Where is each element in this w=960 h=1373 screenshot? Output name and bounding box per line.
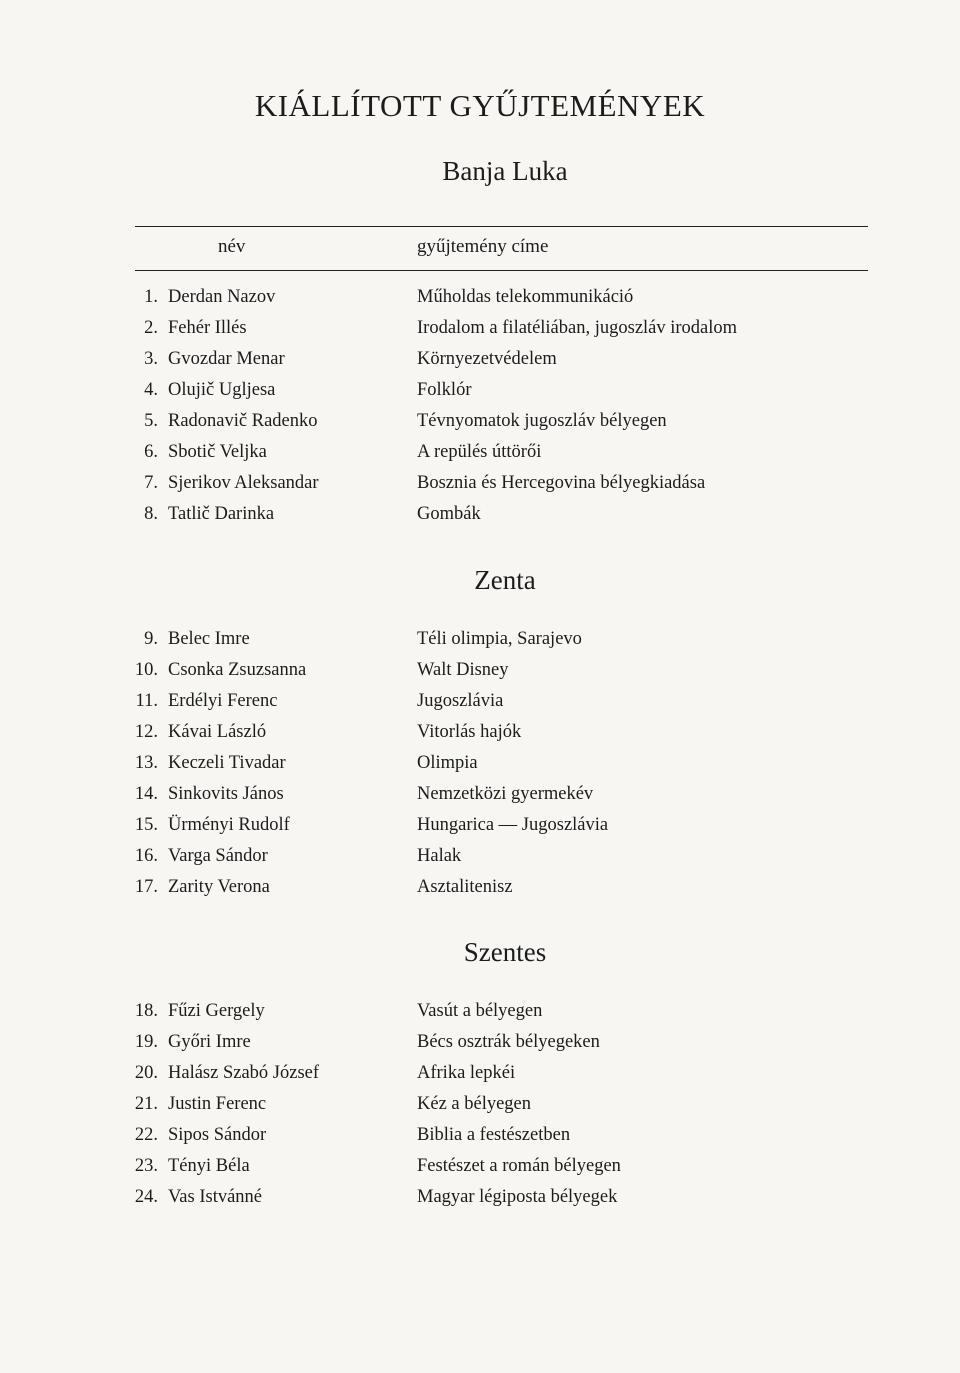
entry-number: 2. — [144, 318, 158, 338]
entry-number: 22. — [134, 1125, 158, 1145]
list-item — [0, 1032, 960, 1060]
entry-name: Erdélyi Ferenc — [168, 691, 278, 711]
entry-name: Kávai László — [168, 722, 267, 742]
entry-number: 5. — [144, 411, 158, 431]
entry-number: 9. — [144, 629, 158, 649]
list-item — [0, 691, 960, 719]
entry-collection-title: Hungarica — Jugoszlávia — [417, 815, 609, 835]
entry-name: Győri Imre — [168, 1032, 251, 1052]
entry-name: Justin Ferenc — [168, 1094, 267, 1114]
entry-number: 16. — [134, 846, 158, 866]
entry-collection-title: Műholdas telekommunikáció — [417, 287, 634, 307]
entry-number: 11. — [135, 691, 158, 711]
entry-name: Zarity Verona — [168, 877, 270, 897]
entry-number: 3. — [144, 349, 158, 369]
entry-number: 20. — [134, 1063, 158, 1083]
entry-number: 18. — [134, 1001, 158, 1021]
entry-name: Tatlič Darinka — [168, 504, 275, 524]
entry-name: Sjerikov Aleksandar — [168, 473, 319, 493]
section-title-banja-luka: Banja Luka — [442, 156, 568, 186]
list-item — [0, 784, 960, 812]
entry-collection-title: Biblia a festészetben — [417, 1125, 571, 1145]
entry-name: Varga Sándor — [168, 846, 268, 866]
list-item — [0, 1063, 960, 1091]
list-item — [0, 504, 960, 532]
list-item — [0, 1001, 960, 1029]
entry-number: 15. — [134, 815, 158, 835]
entry-number: 1. — [144, 287, 158, 307]
entry-collection-title: Magyar légiposta bélyegek — [417, 1187, 618, 1207]
list-item — [0, 1125, 960, 1153]
list-item — [0, 318, 960, 346]
entry-collection-title: Walt Disney — [417, 660, 509, 680]
list-item — [0, 411, 960, 439]
header-top-rule — [135, 226, 868, 227]
list-item — [0, 1094, 960, 1122]
entry-collection-title: Jugoszlávia — [417, 691, 504, 711]
list-item — [0, 815, 960, 843]
entry-number: 24. — [134, 1187, 158, 1207]
section-title-szentes: Szentes — [463, 937, 547, 967]
list-item — [0, 877, 960, 905]
header-bottom-rule — [135, 270, 868, 271]
column-header-title: gyűjtemény címe — [417, 236, 549, 257]
entry-collection-title: Téli olimpia, Sarajevo — [417, 629, 582, 649]
entry-name: Sbotič Veljka — [168, 442, 267, 462]
list-item — [0, 349, 960, 377]
entry-collection-title: Olimpia — [417, 753, 478, 773]
entry-number: 6. — [144, 442, 158, 462]
entry-name: Fűzi Gergely — [168, 1001, 265, 1021]
entry-number: 21. — [134, 1094, 158, 1114]
list-item — [0, 1156, 960, 1184]
entry-collection-title: Kéz a bélyegen — [417, 1094, 532, 1114]
entry-name: Derdan Nazov — [168, 287, 276, 307]
page-title: KIÁLLÍTOTT GYŰJTEMÉNYEK — [254, 88, 706, 123]
entry-collection-title: Vitorlás hajók — [417, 722, 522, 742]
entry-number: 10. — [134, 660, 158, 680]
list-item — [0, 287, 960, 315]
entry-number: 23. — [134, 1156, 158, 1176]
entry-name: Sipos Sándor — [168, 1125, 267, 1145]
list-item — [0, 1187, 960, 1215]
entry-name: Gvozdar Menar — [168, 349, 285, 369]
list-item — [0, 660, 960, 688]
list-item — [0, 753, 960, 781]
entry-collection-title: Tévnyomatok jugoszláv bélyegen — [417, 411, 667, 431]
entry-collection-title: Folklór — [417, 380, 472, 400]
entry-collection-title: Vasút a bélyegen — [417, 1001, 543, 1021]
entry-name: Vas Istvánné — [168, 1187, 263, 1207]
entry-name: Ürményi Rudolf — [168, 815, 290, 835]
entry-name: Radonavič Radenko — [168, 411, 318, 431]
column-header-name: név — [218, 236, 246, 257]
entry-number: 19. — [134, 1032, 158, 1052]
entry-number: 4. — [144, 380, 158, 400]
entry-number: 12. — [134, 722, 158, 742]
entry-number: 14. — [134, 784, 158, 804]
list-item — [0, 380, 960, 408]
list-item — [0, 722, 960, 750]
entry-name: Fehér Illés — [168, 318, 247, 338]
entry-number: 7. — [144, 473, 158, 493]
entry-name: Tényi Béla — [168, 1156, 250, 1176]
entry-name: Olujič Ugljesa — [168, 380, 276, 400]
entry-name: Halász Szabó József — [168, 1063, 320, 1083]
list-item — [0, 846, 960, 874]
entry-name: Sinkovits János — [168, 784, 284, 804]
entry-collection-title: Bosznia és Hercegovina bélyegkiadása — [417, 473, 706, 493]
entry-name: Belec Imre — [168, 629, 250, 649]
entry-collection-title: Halak — [417, 846, 462, 866]
entry-collection-title: Gombák — [417, 504, 481, 524]
entry-collection-title: Afrika lepkéi — [417, 1063, 516, 1083]
entry-collection-title: A repülés úttörői — [417, 442, 542, 462]
entry-number: 8. — [144, 504, 158, 524]
entry-number: 13. — [134, 753, 158, 773]
entry-collection-title: Környezetvédelem — [417, 349, 557, 369]
list-item — [0, 473, 960, 501]
section-title-zenta: Zenta — [474, 565, 536, 595]
list-item — [0, 629, 960, 657]
entry-number: 17. — [134, 877, 158, 897]
entry-collection-title: Bécs osztrák bélyegeken — [417, 1032, 600, 1052]
entry-name: Keczeli Tivadar — [168, 753, 286, 773]
entry-collection-title: Asztalitenisz — [417, 877, 513, 897]
entry-name: Csonka Zsuzsanna — [168, 660, 307, 680]
entry-collection-title: Nemzetközi gyermekév — [417, 784, 594, 804]
entry-collection-title: Irodalom a filatéliában, jugoszláv irodalom — [417, 318, 738, 338]
list-item — [0, 442, 960, 470]
entry-collection-title: Festészet a román bélyegen — [417, 1156, 621, 1176]
